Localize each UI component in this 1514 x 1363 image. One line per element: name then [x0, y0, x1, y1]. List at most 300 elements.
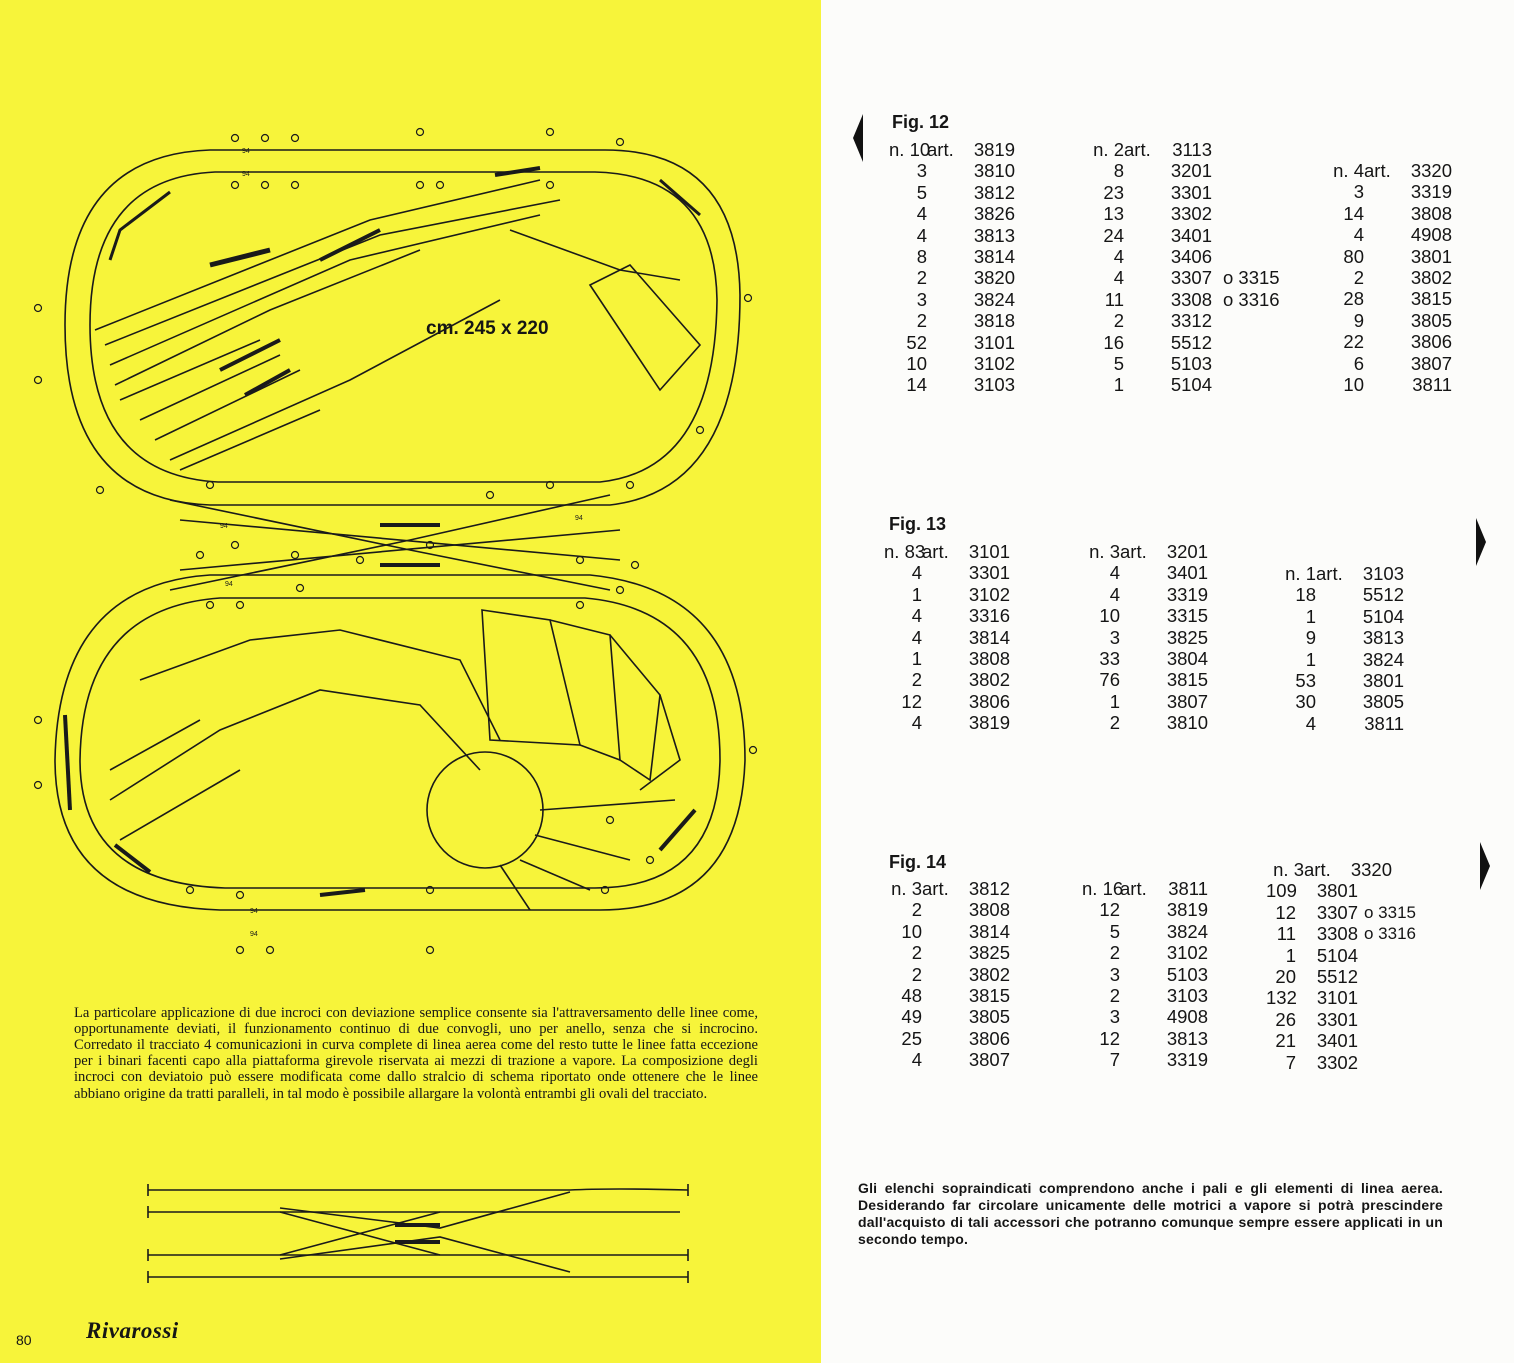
parts-row [1326, 224, 1452, 245]
spacer [1120, 1006, 1158, 1027]
part-article-code: 3308 [1170, 288, 1212, 310]
part-article-code: 3824 [1166, 920, 1208, 942]
parts-row [884, 648, 1010, 669]
part-art-label: art. [1120, 541, 1147, 562]
part-article-code: 3820 [973, 267, 1015, 289]
spacer [922, 691, 960, 712]
spacer [922, 627, 960, 648]
part-article-code: 5103 [1166, 963, 1208, 985]
parts-row [884, 627, 1010, 648]
page-number: 80 [16, 1332, 32, 1348]
parts-row [1266, 923, 1416, 944]
spacer [922, 964, 960, 985]
part-article-code: 3201 [1170, 160, 1212, 182]
spacer [1120, 1049, 1158, 1070]
layout-description: La particolare applicazione di due incroci con deviazione semplice consente sia l'attraversamento delle linee come, opportunamente deviati, il funzionamento continuo di due convogli, uno per anello, senza che si incrocino. Corredato il tracciato 4 comunicazioni in curva complete di linea aerea come del resto tutte le linee fatta eccezione per i binari facenti capo alla piattaforma girevole riservata ai mezzi di trazione a vapore. La composizione degli incroci con deviatoio può essere modificata come dallo stralcio di schema riportato onde ottenere che le linee abbiano origine da tratti paralleli, in tal modo è possibile allargare la volontà entrambi gli ovali del tracciato. [74, 1004, 758, 1102]
part-article-code: 3101 [968, 541, 1010, 562]
part-article-code: 3812 [968, 878, 1010, 899]
spacer [922, 1006, 960, 1027]
part-quantity: 13 [1103, 203, 1124, 225]
part-article-code: 3102 [968, 583, 1010, 605]
part-quantity: n. 3 [1089, 541, 1120, 562]
part-article-code: 3819 [968, 712, 1010, 734]
parts-row [1082, 691, 1208, 712]
part-article-code: 3806 [1410, 331, 1452, 353]
part-art-label: art. [927, 139, 954, 160]
brand-logo: Rivarossi [86, 1318, 179, 1343]
part-article-code: 3819 [973, 139, 1015, 160]
parts-row [884, 584, 1010, 605]
part-quantity: n. 4 [1333, 160, 1364, 181]
parts-row [889, 374, 1015, 395]
spacer [1124, 289, 1162, 310]
svg-text:94: 94 [220, 523, 228, 530]
spacer [922, 712, 960, 733]
part-article-code: 3103 [1362, 563, 1404, 584]
part-art-label: art. [922, 878, 949, 899]
part-quantity: 4 [1109, 562, 1120, 584]
part-article-code: 3806 [968, 690, 1010, 712]
spacer [1120, 712, 1158, 733]
parts-row [889, 225, 1015, 246]
part-article-code: 3102 [1166, 942, 1208, 964]
parts-row [1082, 899, 1208, 920]
spacer [927, 267, 965, 288]
part-article-code: 3812 [973, 181, 1015, 203]
part-quantity: 28 [1343, 288, 1364, 310]
part-article-code: 3307 [1316, 901, 1358, 923]
fig-13-parts-column-3 [1278, 563, 1404, 734]
spacer [927, 353, 965, 374]
crossing-detail-diagram [140, 1180, 700, 1285]
parts-row [1278, 584, 1404, 605]
part-quantity: 2 [911, 963, 922, 985]
part-alternative-code: o 3315 [1364, 902, 1416, 922]
part-article-code: 3201 [1166, 541, 1208, 562]
parts-row [884, 921, 1010, 942]
track-layout-diagram [20, 120, 800, 960]
part-quantity: 4 [1113, 267, 1124, 289]
parts-row [1266, 945, 1416, 966]
svg-text:94: 94 [250, 931, 258, 938]
part-article-code: 3825 [968, 942, 1010, 964]
part-quantity: 2 [911, 942, 922, 964]
part-article-code: 3319 [1410, 181, 1452, 203]
part-quantity: n. 3 [1273, 859, 1304, 880]
fig-12-parts-column-2 [1086, 139, 1280, 396]
spacer [1364, 181, 1402, 202]
part-quantity: 4 [911, 626, 922, 648]
part-article-code: 3103 [973, 374, 1015, 396]
spacer [1316, 584, 1354, 605]
part-article-code: 3806 [968, 1027, 1010, 1049]
part-quantity: 52 [906, 331, 927, 353]
fig-12-title: Fig. 12 [892, 112, 950, 132]
part-article-code: 3810 [1166, 712, 1208, 734]
spacer [1316, 670, 1354, 691]
fig-13-parts-column-1 [884, 541, 1010, 734]
parts-row [1266, 966, 1416, 987]
spacer [1120, 605, 1158, 626]
spacer [1120, 985, 1158, 1006]
part-article-code: 3801 [1362, 669, 1404, 691]
parts-row [1326, 288, 1452, 309]
part-article-code: 3805 [968, 1006, 1010, 1028]
parts-row [884, 605, 1010, 626]
part-quantity: 9 [1353, 309, 1364, 331]
part-article-code: 3302 [1316, 1051, 1358, 1073]
part-quantity: 22 [1343, 331, 1364, 353]
svg-text:94: 94 [225, 581, 233, 588]
spacer [1120, 921, 1158, 942]
part-quantity: 2 [911, 669, 922, 691]
spacer [1364, 288, 1402, 309]
parts-row [1082, 1049, 1208, 1070]
part-article-code: 3814 [968, 920, 1010, 942]
spacer [927, 203, 965, 224]
parts-row [1082, 921, 1208, 942]
part-quantity: 49 [901, 1006, 922, 1028]
spacer [1120, 562, 1158, 583]
part-article-code: 3320 [1410, 160, 1452, 181]
parts-row [1326, 331, 1452, 352]
part-article-code: 3808 [1410, 202, 1452, 224]
part-quantity: 3 [916, 160, 927, 182]
part-quantity: 4 [1353, 224, 1364, 246]
upper-oval [65, 150, 740, 505]
part-quantity: 10 [906, 352, 927, 374]
part-article-code: 3802 [1410, 266, 1452, 288]
parts-row [1326, 353, 1452, 374]
parts-row [884, 669, 1010, 690]
part-quantity: 14 [906, 374, 927, 396]
parts-row [1266, 880, 1416, 901]
parts-row [1278, 627, 1404, 648]
part-article-code: 3301 [968, 562, 1010, 584]
parts-row [1082, 1006, 1208, 1027]
parts-row [884, 985, 1010, 1006]
spacer [922, 669, 960, 690]
parts-row [889, 139, 1015, 160]
parts-row [1082, 964, 1208, 985]
spacer [1124, 332, 1162, 353]
part-article-code: 5512 [1362, 584, 1404, 606]
part-quantity: 21 [1275, 1030, 1296, 1052]
parts-row [1266, 987, 1416, 1008]
part-article-code: 3401 [1166, 562, 1208, 584]
part-quantity: 9 [1305, 627, 1316, 649]
part-quantity: n. 3 [891, 878, 922, 899]
left-arrow-marker-icon [853, 114, 863, 162]
part-quantity: 10 [901, 920, 922, 942]
part-alternative-code: o 3316 [1223, 288, 1280, 310]
fig-12-parts-column-1 [889, 139, 1015, 396]
parts-row [1266, 859, 1416, 880]
parts-row [1086, 225, 1280, 246]
spacer [927, 310, 965, 331]
part-quantity: 12 [1099, 899, 1120, 921]
spacer [927, 160, 965, 181]
part-article-code: 3319 [1166, 1049, 1208, 1071]
part-article-code: 3307 [1170, 267, 1212, 289]
parts-row [1266, 902, 1416, 923]
part-article-code: 3805 [1362, 691, 1404, 713]
spacer [922, 899, 960, 920]
parts-row [889, 203, 1015, 224]
part-quantity: 10 [1343, 373, 1364, 395]
part-article-code: 3102 [973, 352, 1015, 374]
parts-row [884, 1006, 1010, 1027]
part-article-code: 5512 [1316, 965, 1358, 987]
part-article-code: 3406 [1170, 245, 1212, 267]
svg-text:94: 94 [575, 515, 583, 522]
spacer [922, 985, 960, 1006]
part-quantity: n. 1 [1285, 563, 1316, 584]
parts-row [1086, 267, 1280, 288]
part-quantity: 53 [1295, 669, 1316, 691]
part-quantity: 76 [1099, 669, 1120, 691]
part-quantity: 48 [901, 984, 922, 1006]
spacer [1316, 606, 1354, 627]
spacer [1120, 942, 1158, 963]
parts-row [1326, 181, 1452, 202]
part-quantity: 3 [1109, 963, 1120, 985]
part-quantity: 10 [1099, 605, 1120, 627]
spacer [922, 605, 960, 626]
spacer [922, 1049, 960, 1070]
part-art-label: art. [1124, 139, 1151, 160]
part-article-code: 3819 [1166, 899, 1208, 921]
part-article-code: 3826 [973, 203, 1015, 225]
part-article-code: 3308 [1316, 923, 1358, 945]
part-article-code: 3103 [1166, 984, 1208, 1006]
part-article-code: 3312 [1170, 310, 1212, 332]
parts-row [884, 1028, 1010, 1049]
parts-row [889, 160, 1015, 181]
part-quantity: 1 [1113, 374, 1124, 396]
part-article-code: 3808 [968, 647, 1010, 669]
part-quantity: 16 [1103, 331, 1124, 353]
spacer [922, 921, 960, 942]
spacer [927, 182, 965, 203]
part-quantity: 8 [916, 245, 927, 267]
spacer [1124, 246, 1162, 267]
parts-row [1082, 627, 1208, 648]
part-quantity: 25 [901, 1027, 922, 1049]
part-quantity: 1 [911, 647, 922, 669]
parts-row [1278, 563, 1404, 584]
part-article-code: 3401 [1170, 224, 1212, 246]
parts-row [1326, 267, 1452, 288]
spacer [1120, 584, 1158, 605]
part-quantity: 4 [911, 562, 922, 584]
parts-row [884, 878, 1010, 899]
spacer [1120, 1028, 1158, 1049]
parts-row [1086, 310, 1280, 331]
parts-row [1086, 203, 1280, 224]
parts-row [1086, 182, 1280, 203]
part-quantity: 2 [916, 310, 927, 332]
parts-row [889, 267, 1015, 288]
parts-row [884, 691, 1010, 712]
right-arrow-marker-icon [1480, 842, 1490, 890]
spacer [1120, 899, 1158, 920]
part-quantity: 3 [1109, 626, 1120, 648]
part-quantity: 2 [1109, 984, 1120, 1006]
part-quantity: 1 [911, 583, 922, 605]
part-article-code: 4908 [1410, 224, 1452, 246]
parts-row [1266, 1052, 1416, 1073]
spacer [927, 246, 965, 267]
fig-12-parts-column-3 [1326, 160, 1452, 395]
part-quantity: 5 [1109, 920, 1120, 942]
spacer [927, 374, 965, 395]
part-alternative-code: o 3315 [1223, 267, 1280, 289]
part-article-code: 3802 [968, 669, 1010, 691]
part-article-code: 3804 [1166, 647, 1208, 669]
part-art-label: art. [1120, 878, 1147, 899]
part-article-code: 3401 [1316, 1030, 1358, 1052]
part-quantity: 2 [1109, 712, 1120, 734]
part-quantity: 4 [911, 1049, 922, 1071]
parts-row [1082, 878, 1208, 899]
parts-row [1082, 562, 1208, 583]
fig-14-parts-column-1 [884, 878, 1010, 1071]
part-quantity: 18 [1295, 584, 1316, 606]
part-quantity: n. 2 [1093, 139, 1124, 160]
parts-row [1082, 1028, 1208, 1049]
turntable [427, 610, 680, 910]
spacer [1124, 225, 1162, 246]
part-article-code: 3813 [1362, 627, 1404, 649]
parts-row [1086, 139, 1280, 160]
part-quantity: 4 [916, 203, 927, 225]
parts-row [1278, 649, 1404, 670]
part-article-code: 3811 [1168, 878, 1208, 899]
parts-row [1266, 1030, 1416, 1051]
lower-yard [110, 630, 500, 840]
part-article-code: 3113 [1172, 139, 1212, 160]
parts-row [1278, 670, 1404, 691]
parts-row [1082, 942, 1208, 963]
parts-row [889, 310, 1015, 331]
parts-row [884, 562, 1010, 583]
part-article-code: 3316 [968, 605, 1010, 627]
part-article-code: 3808 [968, 899, 1010, 921]
part-art-label: art. [922, 541, 949, 562]
part-quantity: 33 [1099, 647, 1120, 669]
spacer [1124, 203, 1162, 224]
part-quantity: 5 [916, 181, 927, 203]
part-article-code: 4908 [1166, 1006, 1208, 1028]
part-quantity: 4 [1305, 712, 1316, 734]
part-quantity: 1 [1305, 605, 1316, 627]
spacer [1124, 374, 1162, 395]
spacer [922, 648, 960, 669]
part-article-code: 3811 [1412, 373, 1452, 395]
spacer [1364, 310, 1402, 331]
parts-row [1278, 713, 1404, 734]
spacer [1364, 331, 1402, 352]
part-article-code: 3815 [968, 984, 1010, 1006]
spacer [1124, 310, 1162, 331]
part-article-code: 3807 [968, 1049, 1010, 1071]
part-quantity: 4 [1109, 583, 1120, 605]
spacer [1120, 964, 1158, 985]
part-article-code: 3320 [1350, 859, 1392, 880]
parts-row [1278, 691, 1404, 712]
part-art-label: art. [1364, 160, 1391, 181]
part-quantity: n. 10 [889, 139, 931, 160]
part-article-code: 3810 [973, 160, 1015, 182]
part-quantity: 80 [1343, 245, 1364, 267]
part-article-code: 3801 [1410, 245, 1452, 267]
upper-yard [95, 168, 680, 470]
part-article-code: 3818 [973, 310, 1015, 332]
part-article-code: 3824 [1362, 648, 1404, 670]
part-quantity: 11 [1276, 923, 1296, 945]
part-quantity: 5 [1113, 352, 1124, 374]
part-quantity: 2 [1109, 942, 1120, 964]
accessories-note: Gli elenchi sopraindicati comprendono anche i pali e gli elementi di linea aerea. Desiderando far circolare unicamente delle motrici a vapore si potrà prescindere dall'acquisto di tali accessori che potranno comunque sempre essere applicati in un secondo tempo. [858, 1180, 1443, 1247]
fig-14-parts-column-3 [1266, 859, 1416, 1073]
part-article-code: 3101 [1316, 987, 1358, 1009]
right-page [821, 0, 1514, 1363]
part-article-code: 3825 [1166, 626, 1208, 648]
parts-row [884, 964, 1010, 985]
parts-row [884, 541, 1010, 562]
part-alternative-code: o 3316 [1364, 924, 1416, 944]
part-quantity: 4 [916, 224, 927, 246]
spacer [927, 332, 965, 353]
part-quantity: 1 [1305, 648, 1316, 670]
spacer [922, 942, 960, 963]
parts-row [1326, 374, 1452, 395]
parts-row [889, 246, 1015, 267]
part-quantity: 3 [1353, 181, 1364, 203]
parts-row [1086, 246, 1280, 267]
parts-row [889, 332, 1015, 353]
parts-row [1266, 1009, 1416, 1030]
parts-row [1082, 712, 1208, 733]
part-quantity: 24 [1103, 224, 1124, 246]
part-quantity: 11 [1104, 288, 1124, 310]
signal-posts [35, 129, 757, 954]
fig-13-parts-column-2 [1082, 541, 1208, 734]
parts-row [884, 942, 1010, 963]
parts-row [1086, 289, 1280, 310]
part-article-code: 3319 [1166, 583, 1208, 605]
spacer [1120, 669, 1158, 690]
part-quantity: 20 [1275, 965, 1296, 987]
parts-row [884, 899, 1010, 920]
part-article-code: 3807 [1410, 352, 1452, 374]
spacer [1364, 203, 1402, 224]
spacer [1124, 267, 1162, 288]
part-article-code: 5104 [1362, 605, 1404, 627]
part-article-code: 3813 [1166, 1027, 1208, 1049]
part-quantity: 4 [911, 712, 922, 734]
upper-turntable-sector [590, 265, 700, 390]
part-quantity: 2 [1353, 266, 1364, 288]
right-arrow-marker-icon [1476, 518, 1486, 566]
part-article-code: 3814 [968, 626, 1010, 648]
parts-row [1326, 246, 1452, 267]
part-article-code: 5103 [1170, 352, 1212, 374]
spacer [1316, 627, 1354, 648]
part-quantity: 109 [1266, 880, 1297, 902]
parts-row [889, 289, 1015, 310]
